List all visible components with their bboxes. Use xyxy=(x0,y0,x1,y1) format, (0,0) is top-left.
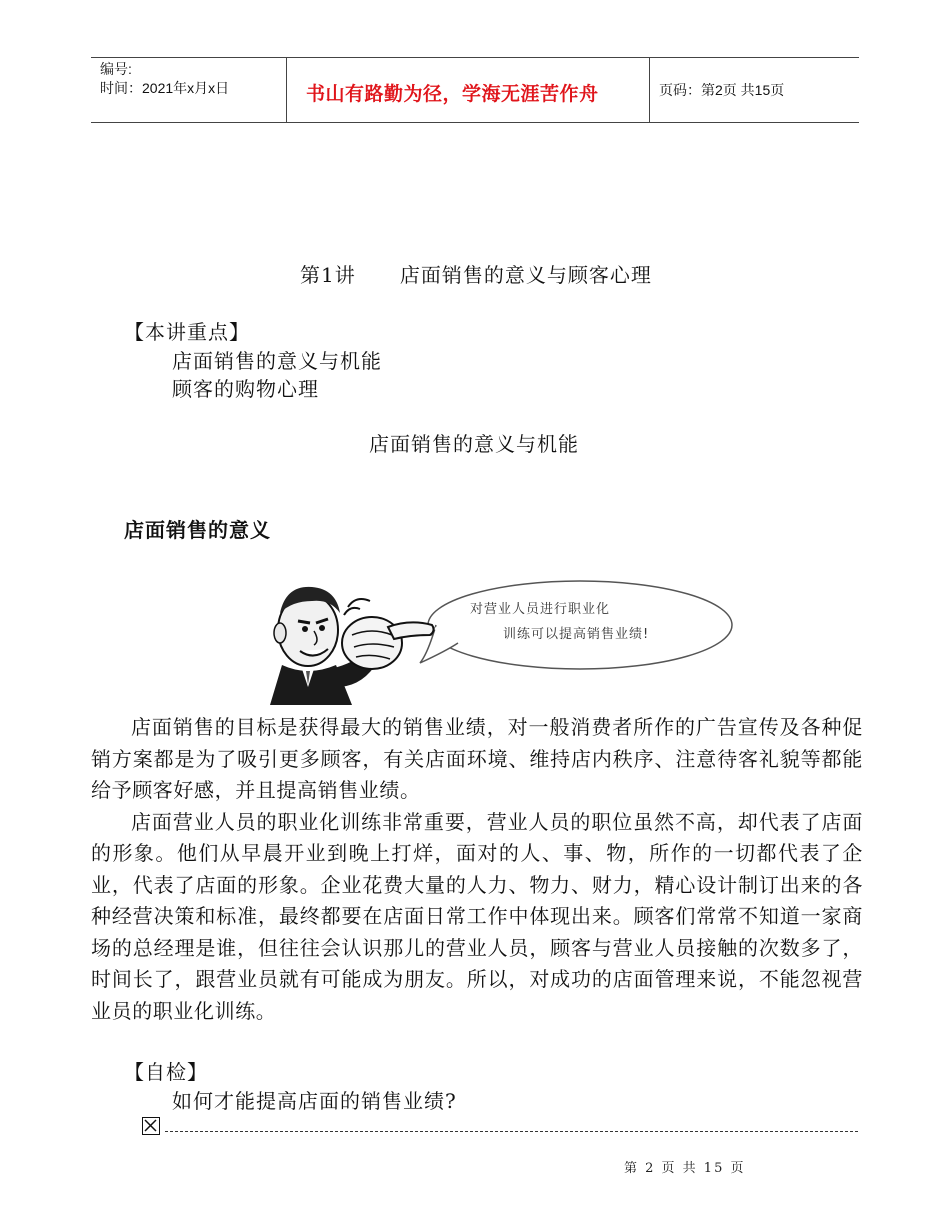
sub-heading: 店面销售的意义 xyxy=(124,518,271,542)
body-paragraph: 店面营业人员的职业化训练非常重要，营业人员的职位虽然不高，却代表了店面的形象。他们从早晨开业到晚上打烊，面对的人、事、物，所作的一切都代表了企业，代表了店面的形象。企业花费大量的人力、物力、财力，精心设计制订出来的各种经营决策和标准，最终都要在店面日常工作中体现出来。顾客们常常不知道一家商场的总经理是谁，但往往会认识那儿的营业人员，顾客与营业人员接触的次数多了，时间长了，跟营业员就有可能成为朋友。所以，对成功的店面管理来说，不能忽视营业员的职业化训练。 xyxy=(91,809,863,1023)
header-top-border xyxy=(91,57,859,58)
key-point-item: 店面销售的意义与机能 xyxy=(172,349,382,373)
serial-label: 编号: xyxy=(100,61,132,77)
page-info: 页码：第2页 共15页 xyxy=(659,82,785,98)
time-label: 时间：2021年x月x日 xyxy=(100,80,230,96)
body-text xyxy=(91,712,863,1027)
page-footer: 第 2 页 共 15 页 xyxy=(624,1161,746,1176)
body-paragraph: 店面销售的目标是获得最大的销售业绩，对一般消费者所作的广告宣传及各种促销方案都是为了吸引更多顾客，有关店面环境、维持店内秩序、注意待客礼貌等都能给予顾客好感，并且提高销售业绩。 xyxy=(91,715,863,802)
checkbox-x-icon[interactable] xyxy=(142,1117,160,1135)
bubble-text-line1: 对营业人员进行职业化 xyxy=(470,602,611,617)
header-divider-right xyxy=(649,58,650,122)
key-point-item: 顾客的购物心理 xyxy=(172,377,319,401)
self-check-question: 如何才能提高店面的销售业绩? xyxy=(172,1089,457,1113)
header-divider-left xyxy=(286,58,287,122)
section-title: 店面销售的意义与机能 xyxy=(369,432,579,456)
lecture-title: 第1讲 店面销售的意义与顾客心理 xyxy=(300,263,652,287)
key-points-heading: 【本讲重点】 xyxy=(124,320,250,344)
header-bottom-border xyxy=(91,122,859,123)
cartoon-illustration xyxy=(260,565,740,705)
answer-line[interactable] xyxy=(165,1131,858,1132)
bubble-text-line2: 训练可以提高销售业绩! xyxy=(503,627,650,642)
pointing-man-icon xyxy=(260,565,740,705)
self-check-heading: 【自检】 xyxy=(124,1060,208,1084)
header-motto: 书山有路勤为径，学海无涯苦作舟 xyxy=(306,83,599,105)
